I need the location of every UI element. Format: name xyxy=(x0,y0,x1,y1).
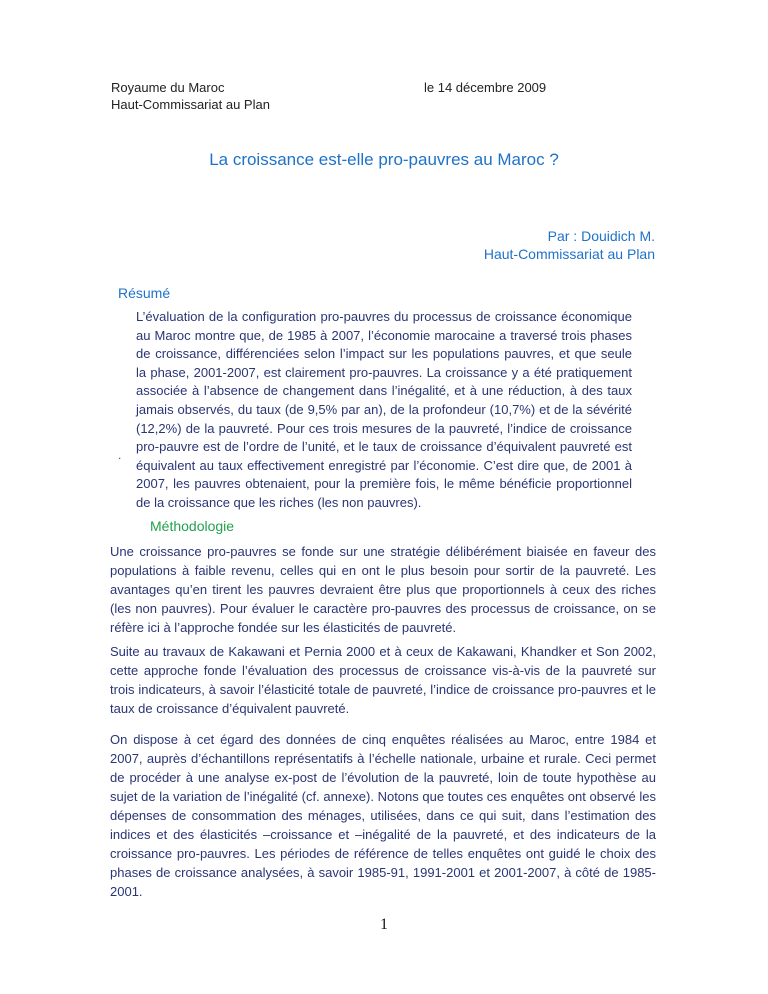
stray-mark: . xyxy=(118,448,122,462)
resume-heading: Résumé xyxy=(118,285,171,301)
org-line-1: Royaume du Maroc xyxy=(111,80,225,95)
header-organization xyxy=(111,79,270,113)
resume-text: L’évaluation de la configuration pro-pauvres du processus de croissance économique au Maroc montre que, de 1985 à 2007, l’économie marocaine a traversé trois phases de croissance, différenciées selon l’impact sur les populations pauvres, et que seule la phase, 2001-2007, est clairement pro-pauvres. La croissance y a été pratiquement associée à l’absence de changement dans l’inégalité, et à une réduction, à des taux jamais observés, du taux (de 9,5% par an), de la profondeur (10,7%) et de la sévérité (12,2%) de la pauvreté. Pour ces trois mesures de la pauvreté, l’indice de croissance pro-pauvre est de l’ordre de l’unité, et le taux de croissance d’équivalent pauvreté est équivalent au taux effectivement enregistré par l’économie. C’est dire que, de 2001 à 2007, les pauvres obtenaient, pour la première fois, le même bénéficie proportionnel de la croissance que les riches (les non pauvres). xyxy=(136,309,632,510)
page-number: 1 xyxy=(380,916,388,933)
document-date: le 14 décembre 2009 xyxy=(424,80,547,95)
author-block xyxy=(484,227,655,263)
body-paragraph: On dispose à cet égard des données de cinq enquêtes réalisées au Maroc, entre 1984 et 2007, auprès d’échantillons représentatifs à l’échelle nationale, urbaine et rurale. Ceci permet de procéder à une analyse ex-post de l’évolution de la pauvreté, loin de toute hypothèse au sujet de la variation de l’inégalité (cf. annexe). Notons que toutes ces enquêtes ont observé les dépenses de consommation des ménages, utilisées, dans ce qui suit, dans l’estimation des indices et des élasticités –croissance et –inégalité de la pauvreté, et des indicateurs de la croissance pro-pauvres. Les périodes de référence de telles enquêtes ont guidé le choix des phases de croissance analysées, à savoir 1985-91, 1991-2001 et 2001-2007, à côté de 1985-2001. xyxy=(110,732,656,899)
body-paragraph: Une croissance pro-pauvres se fonde sur une stratégie délibérément biaisée en faveur des populations à faible revenu, celles qui en ont le plus besoin pour sortir de la pauvreté. Les avantages qu’en tirent les pauvres devraient être plus que proportionnels à ceux des riches (les non pauvres). Pour évaluer le caractère pro-pauvres des processus de croissance, on se réfère ici à l’approche fondée sur les élasticités de pauvreté. xyxy=(110,544,656,635)
author-name: Par : Douidich M. xyxy=(547,228,655,244)
body-paragraph: Suite au travaux de Kakawani et Pernia 2000 et à ceux de Kakawani, Khandker et Son 2002, cette approche fonde l’évaluation des processus de croissance vis-à-vis de la pauvreté sur trois indicateurs, à savoir l’élasticité totale de pauvreté, l’indice de croissance pro-pauvres et le taux de croissance d’équivalent pauvreté. xyxy=(110,644,656,716)
org-line-2: Haut-Commissariat au Plan xyxy=(111,97,270,112)
author-affiliation: Haut-Commissariat au Plan xyxy=(483,246,655,262)
document-title: La croissance est-elle pro-pauvres au Maroc ? xyxy=(209,150,559,169)
methodologie-heading: Méthodologie xyxy=(150,518,235,534)
